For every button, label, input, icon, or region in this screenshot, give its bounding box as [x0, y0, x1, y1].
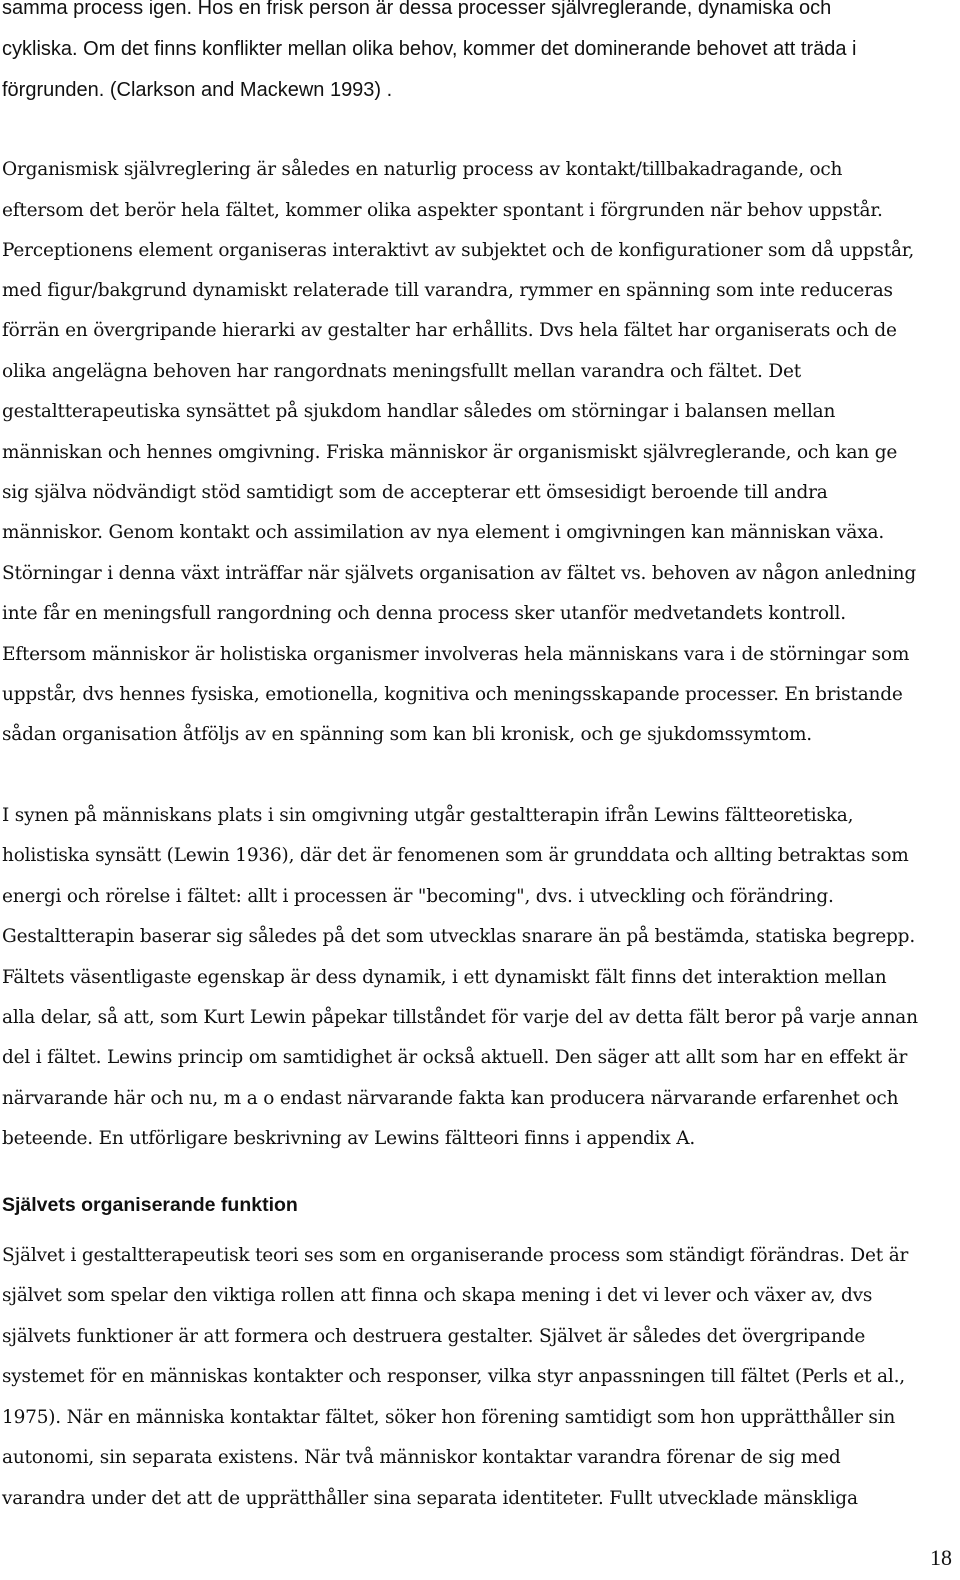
paragraph-line: systemet för en människas kontakter och responser, vilka styr anpassningen till fältet (Perls et al., — [2, 1366, 905, 1387]
paragraph-line: beteende. En utförligare beskrivning av Lewins fältteori finns i appendix A. — [2, 1128, 696, 1149]
paragraph-line: eftersom det berör hela fältet, kommer olika aspekter spontant i förgrunden när behov uppstår. — [2, 200, 883, 221]
paragraph-line: gestaltterapeutiska synsättet på sjukdom handlar således om störningar i balansen mellan — [2, 401, 836, 422]
paragraph-line: Eftersom människor är holistiska organismer involveras hela människans vara i de störningar som — [2, 644, 910, 665]
paragraph-line: Störningar i denna växt inträffar när självets organisation av fältet vs. behoven av någon anledning — [2, 563, 917, 584]
page-number: 18 — [930, 1545, 952, 1570]
paragraph-line: Perceptionens element organiseras interaktivt av subjektet och de konfigurationer som då uppstår, — [2, 240, 915, 261]
section-heading: Självets organiserande funktion — [2, 1194, 298, 1216]
paragraph-line: Fältets väsentligaste egenskap är dess dynamik, i ett dynamiskt fält finns det interaktion mellan — [2, 967, 887, 988]
paragraph-line: holistiska synsätt (Lewin 1936), där det är fenomenen som är grunddata och allting betraktas som — [2, 845, 909, 866]
paragraph-line: självet som spelar den viktiga rollen att finna och skapa mening i det vi lever och växer av, dvs — [2, 1285, 873, 1306]
paragraph-line: självets funktioner är att formera och destruera gestalter. Självet är således det övergripande — [2, 1326, 866, 1347]
paragraph-line: Självet i gestaltterapeutisk teori ses som en organiserande process som ständigt förändras. Det är — [2, 1245, 909, 1266]
paragraph-line: del i fältet. Lewins princip om samtidighet är också aktuell. Den säger att allt som har en effekt är — [2, 1047, 908, 1068]
paragraph-line: 1975). När en människa kontaktar fältet, söker hon förening samtidigt som hon upprätthåller sin — [2, 1407, 896, 1428]
paragraph-line: autonomi, sin separata existens. När två människor kontaktar varandra förenar de sig med — [2, 1447, 841, 1468]
paragraph-line: med figur/bakgrund dynamiskt relaterade till varandra, rymmer en spänning som inte reduceras — [2, 280, 893, 301]
paragraph-line: Organismisk självreglering är således en naturlig process av kontakt/tillbakadragande, och — [2, 159, 843, 180]
paragraph-line: förrän en övergripande hierarki av gestalter har erhållits. Dvs hela fältet har organiserats och de — [2, 320, 897, 341]
paragraph-line: varandra under det att de upprätthåller sina separata identiteter. Fullt utvecklade mänskliga — [2, 1488, 858, 1509]
paragraph-line: Gestaltterapin baserar sig således på det som utvecklas snarare än på bestämda, statiska begrepp. — [2, 926, 915, 947]
paragraph-line: alla delar, så att, som Kurt Lewin påpekar tillståndet för varje del av detta fält beror på varje annan — [2, 1007, 918, 1028]
paragraph-line: samma process igen. Hos en frisk person är dessa processer självreglerande, dynamiska och — [2, 0, 832, 19]
paragraph-line: cykliska. Om det finns konflikter mellan olika behov, kommer det dominerande behovet att träda i — [2, 38, 857, 60]
paragraph-line: förgrunden. (Clarkson and Mackewn 1993) . — [2, 79, 393, 101]
paragraph-line: närvarande här och nu, m a o endast närvarande fakta kan producera närvarande erfarenhet och — [2, 1088, 899, 1109]
paragraph-line: inte får en meningsfull rangordning och denna process sker utanför medvetandets kontroll. — [2, 603, 846, 624]
paragraph-line: I synen på människans plats i sin omgivning utgår gestaltterapin ifrån Lewins fältteoretiska, — [2, 805, 854, 826]
paragraph-line: uppstår, dvs hennes fysiska, emotionella, kognitiva och meningsskapande processer. En bristande — [2, 684, 903, 705]
paragraph-line: sig själva nödvändigt stöd samtidigt som de accepterar ett ömsesidigt beroende till andra — [2, 482, 828, 503]
paragraph-line: människor. Genom kontakt och assimilation av nya element i omgivningen kan människan växa. — [2, 522, 885, 543]
paragraph-line: energi och rörelse i fältet: allt i processen är "becoming", dvs. i utveckling och förändring. — [2, 886, 834, 907]
paragraph-line: sådan organisation åtföljs av en spänning som kan bli kronisk, och ge sjukdomssymtom. — [2, 724, 812, 745]
paragraph-line: människan och hennes omgivning. Friska människor är organismiskt självreglerande, och kan ge — [2, 442, 898, 463]
paragraph-line: olika angelägna behoven har rangordnats meningsfullt mellan varandra och fältet. Det — [2, 361, 801, 382]
